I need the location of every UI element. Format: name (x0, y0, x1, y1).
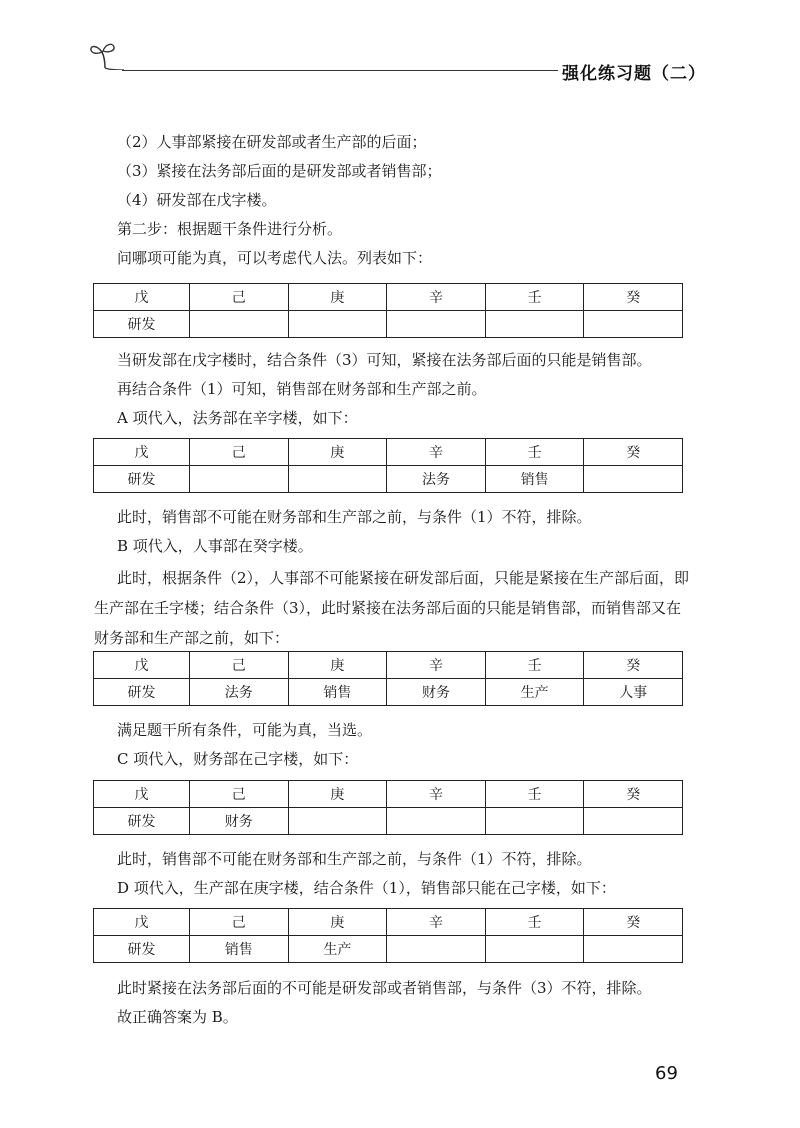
table-cell: 研发 (94, 311, 190, 338)
table-header-row (94, 909, 683, 936)
table-cell (190, 311, 289, 338)
table-cell: 法务 (387, 466, 486, 493)
option-d-intro: D 项代入，生产部在庚字楼，结合条件（1），销售部只能在己字楼，如下： (117, 879, 616, 897)
table-cell: 戊 (94, 652, 190, 679)
table-cell: 生产 (288, 936, 387, 963)
section-title: 强化练习题（二） (562, 64, 706, 84)
table-row (94, 679, 683, 706)
table-header-row (94, 652, 683, 679)
table-cell: 财务 (190, 808, 289, 835)
table-cell: 辛 (387, 439, 486, 466)
table-cell: 销售 (485, 466, 584, 493)
table-option-b (93, 651, 683, 706)
table-cell (584, 466, 683, 493)
table-cell: 戊 (94, 284, 190, 311)
table-baseline (93, 283, 683, 338)
step-two: 第二步：根据题干条件进行分析。 (117, 220, 343, 238)
table-row (94, 466, 683, 493)
condition-4: （4）研发部在戊字楼。 (117, 191, 277, 209)
table-cell: 壬 (485, 909, 584, 936)
table-option-d (93, 908, 683, 963)
table-header-row (94, 439, 683, 466)
table-cell (584, 311, 683, 338)
table-cell: 壬 (485, 652, 584, 679)
table-cell: 研发 (94, 679, 190, 706)
condition-3: （3）紧接在法务部后面的是研发部或者销售部； (117, 162, 442, 180)
table-cell (387, 936, 486, 963)
option-c-result: 此时，销售部不可能在财务部和生产部之前，与条件（1）不符，排除。 (117, 850, 592, 868)
table-cell: 庚 (288, 439, 387, 466)
table-cell: 壬 (485, 439, 584, 466)
table-cell (584, 808, 683, 835)
table-cell (485, 311, 584, 338)
table-row (94, 936, 683, 963)
condition-2: （2）人事部紧接在研发部或者生产部的后面； (117, 133, 427, 151)
table-cell (288, 311, 387, 338)
option-b-analysis: 此时，根据条件（2），人事部不可能紧接在研发部后面，只能是紧接在生产部后面，即生产部在壬字楼；结合条件（3），此时紧接在法务部后面的只能是销售部，而销售部又在财务部和生产部之前，如下： (94, 569, 690, 647)
table-cell (288, 466, 387, 493)
table-cell: 癸 (584, 652, 683, 679)
option-b-intro: B 项代入，人事部在癸字楼。 (117, 537, 313, 555)
option-d-result: 此时紧接在法务部后面的不可能是研发部或者销售部，与条件（3）不符，排除。 (117, 979, 652, 997)
table-cell: 辛 (387, 909, 486, 936)
table-cell: 研发 (94, 936, 190, 963)
table-cell: 戊 (94, 781, 190, 808)
table-cell: 己 (190, 284, 289, 311)
table-cell: 研发 (94, 808, 190, 835)
table-row (94, 808, 683, 835)
sprout-icon (88, 40, 124, 70)
option-a-result: 此时，销售部不可能在财务部和生产部之前，与条件（1）不符，排除。 (117, 508, 592, 526)
table-cell: 己 (190, 439, 289, 466)
table-cell: 人事 (584, 679, 683, 706)
page-header (0, 0, 800, 90)
table-cell (485, 936, 584, 963)
table-cell (584, 936, 683, 963)
option-c-intro: C 项代入，财务部在己字楼，如下： (117, 750, 359, 768)
table-cell: 销售 (190, 936, 289, 963)
table-cell: 庚 (288, 909, 387, 936)
option-b-result: 满足题干所有条件，可能为真，当选。 (117, 721, 373, 739)
table-cell: 庚 (288, 652, 387, 679)
table-cell: 研发 (94, 466, 190, 493)
table-option-a (93, 438, 683, 493)
table-cell: 生产 (485, 679, 584, 706)
table-cell: 癸 (584, 439, 683, 466)
table-cell: 庚 (288, 781, 387, 808)
table-cell (288, 808, 387, 835)
table-option-c (93, 780, 683, 835)
table-cell: 财务 (387, 679, 486, 706)
table-header-row (94, 284, 683, 311)
table-cell: 癸 (584, 781, 683, 808)
table-cell: 癸 (584, 284, 683, 311)
analysis-2: 再结合条件（1）可知，销售部在财务部和生产部之前。 (117, 380, 487, 398)
table-cell: 己 (190, 652, 289, 679)
table-cell (190, 466, 289, 493)
table-cell: 辛 (387, 284, 486, 311)
header-rule (122, 70, 558, 71)
table-cell: 癸 (584, 909, 683, 936)
analysis-1: 当研发部在戊字楼时，结合条件（3）可知，紧接在法务部后面的只能是销售部。 (117, 351, 652, 369)
table-row (94, 311, 683, 338)
page-number: 69 (655, 1063, 678, 1084)
table-cell: 己 (190, 909, 289, 936)
table-cell: 辛 (387, 781, 486, 808)
table-cell: 戊 (94, 909, 190, 936)
method-intro: 问哪项可能为真，可以考虑代人法。列表如下： (117, 249, 433, 267)
table-cell: 壬 (485, 781, 584, 808)
table-cell: 戊 (94, 439, 190, 466)
table-cell: 庚 (288, 284, 387, 311)
table-cell: 辛 (387, 652, 486, 679)
final-answer: 故正确答案为 B。 (117, 1008, 238, 1026)
table-cell: 壬 (485, 284, 584, 311)
table-cell (387, 311, 486, 338)
table-cell: 己 (190, 781, 289, 808)
option-a-intro: A 项代入，法务部在辛字楼，如下： (117, 409, 358, 427)
table-cell: 销售 (288, 679, 387, 706)
table-cell (387, 808, 486, 835)
table-cell: 法务 (190, 679, 289, 706)
table-header-row (94, 781, 683, 808)
table-cell (485, 808, 584, 835)
